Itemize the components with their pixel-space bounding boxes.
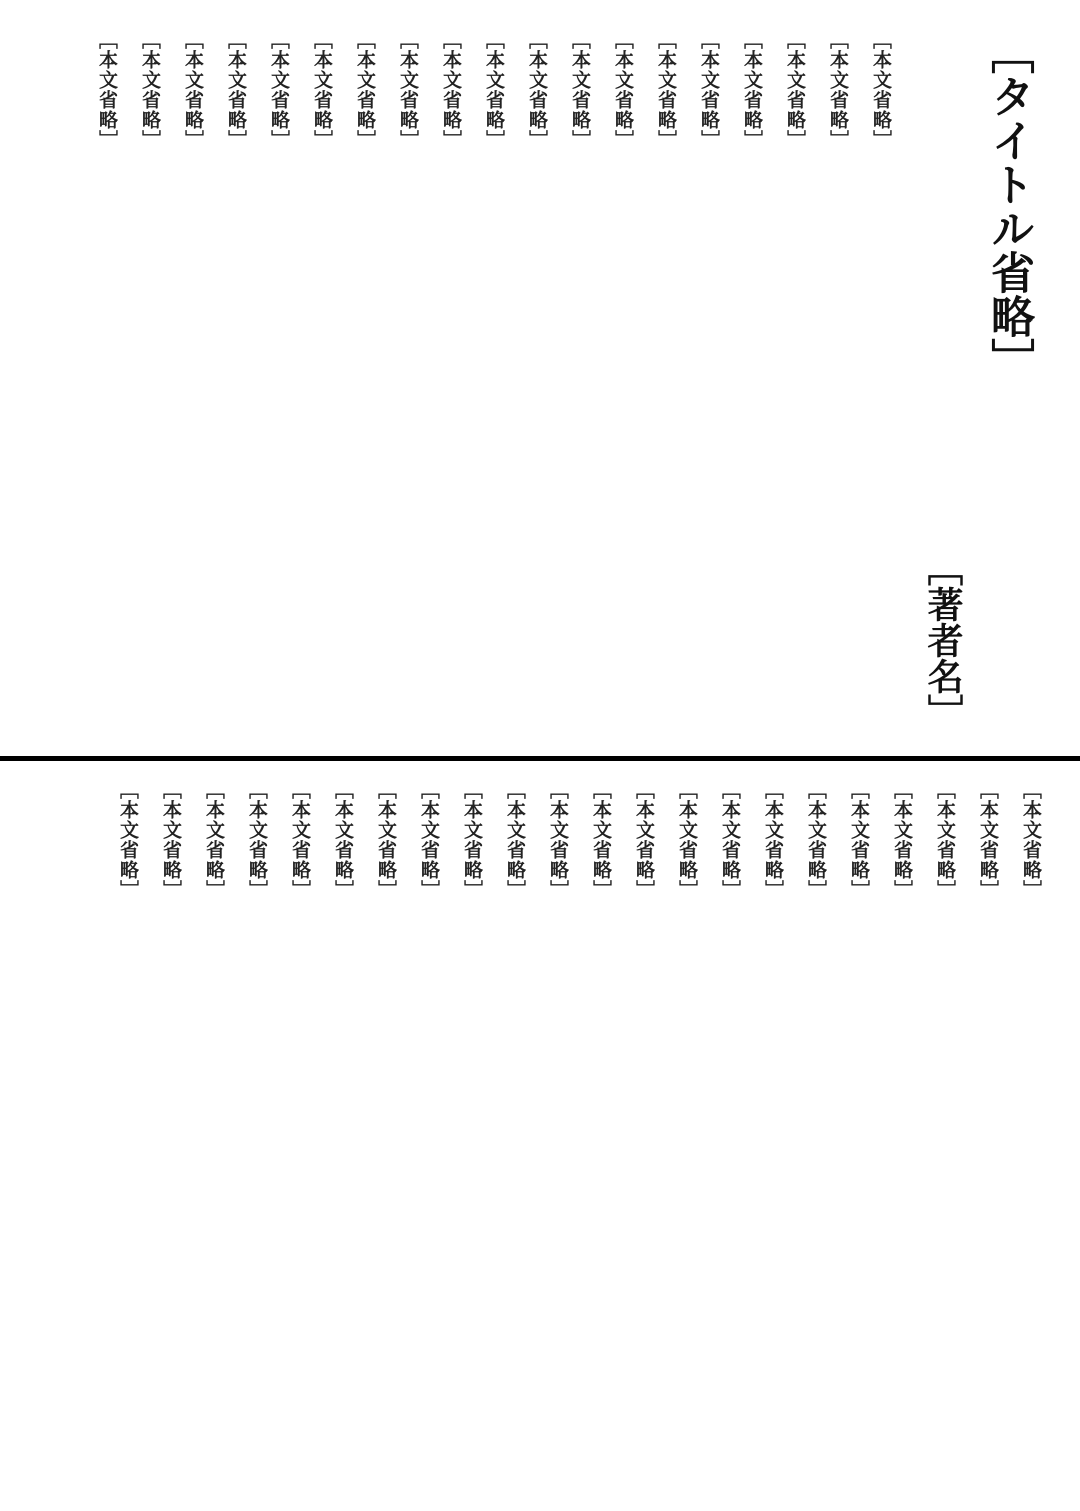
- text-column: ［本文省略］: [676, 780, 698, 900]
- bottom-body: [94, 780, 1040, 1480]
- text-column: ［本文省略］: [977, 780, 999, 900]
- text-column: ［本文省略］: [526, 30, 548, 150]
- text-column: ［本文省略］: [289, 780, 311, 900]
- bottom-section: [40, 780, 1040, 1480]
- text-column: ［本文省略］: [633, 780, 655, 900]
- text-column: ［本文省略］: [891, 780, 913, 900]
- section-divider: [0, 756, 1080, 761]
- text-column: ［本文省略］: [311, 30, 333, 150]
- text-column: ［本文省略］: [139, 30, 161, 150]
- top-body: [73, 30, 890, 740]
- text-column: ［本文省略］: [182, 30, 204, 150]
- text-column: ［本文省略］: [547, 780, 569, 900]
- text-column: ［本文省略］: [117, 780, 139, 900]
- text-column: ［本文省略］: [397, 30, 419, 150]
- text-column: ［本文省略］: [160, 780, 182, 900]
- text-column: ［本文省略］: [934, 780, 956, 900]
- byline: ［著者名］: [922, 550, 963, 730]
- text-column: ［本文省略］: [354, 30, 376, 150]
- text-column: ［本文省略］: [246, 780, 268, 900]
- text-column: ［本文省略］: [1020, 780, 1042, 900]
- text-column: ［本文省略］: [741, 30, 763, 150]
- text-column: ［本文省略］: [461, 780, 483, 900]
- text-column: ［本文省略］: [612, 30, 634, 150]
- text-column: ［本文省略］: [332, 780, 354, 900]
- text-column: ［本文省略］: [569, 30, 591, 150]
- text-column: ［本文省略］: [827, 30, 849, 150]
- text-column: ［本文省略］: [805, 780, 827, 900]
- text-column: ［本文省略］: [698, 30, 720, 150]
- text-column: ［本文省略］: [870, 30, 892, 150]
- text-column: ［本文省略］: [784, 30, 806, 150]
- text-column: ［本文省略］: [483, 30, 505, 150]
- text-column: ［本文省略］: [719, 780, 741, 900]
- text-column: ［本文省略］: [848, 780, 870, 900]
- top-section: [40, 30, 1040, 740]
- text-column: ［本文省略］: [590, 780, 612, 900]
- text-column: ［本文省略］: [96, 30, 118, 150]
- text-column: ［本文省略］: [440, 30, 462, 150]
- page-title: ［タイトル省略］: [983, 30, 1034, 382]
- text-column: ［本文省略］: [375, 780, 397, 900]
- text-column: ［本文省略］: [203, 780, 225, 900]
- text-column: ［本文省略］: [225, 30, 247, 150]
- text-column: ［本文省略］: [504, 780, 526, 900]
- text-column: ［本文省略］: [268, 30, 290, 150]
- text-column: ［本文省略］: [418, 780, 440, 900]
- text-column: ［本文省略］: [762, 780, 784, 900]
- text-column: ［本文省略］: [655, 30, 677, 150]
